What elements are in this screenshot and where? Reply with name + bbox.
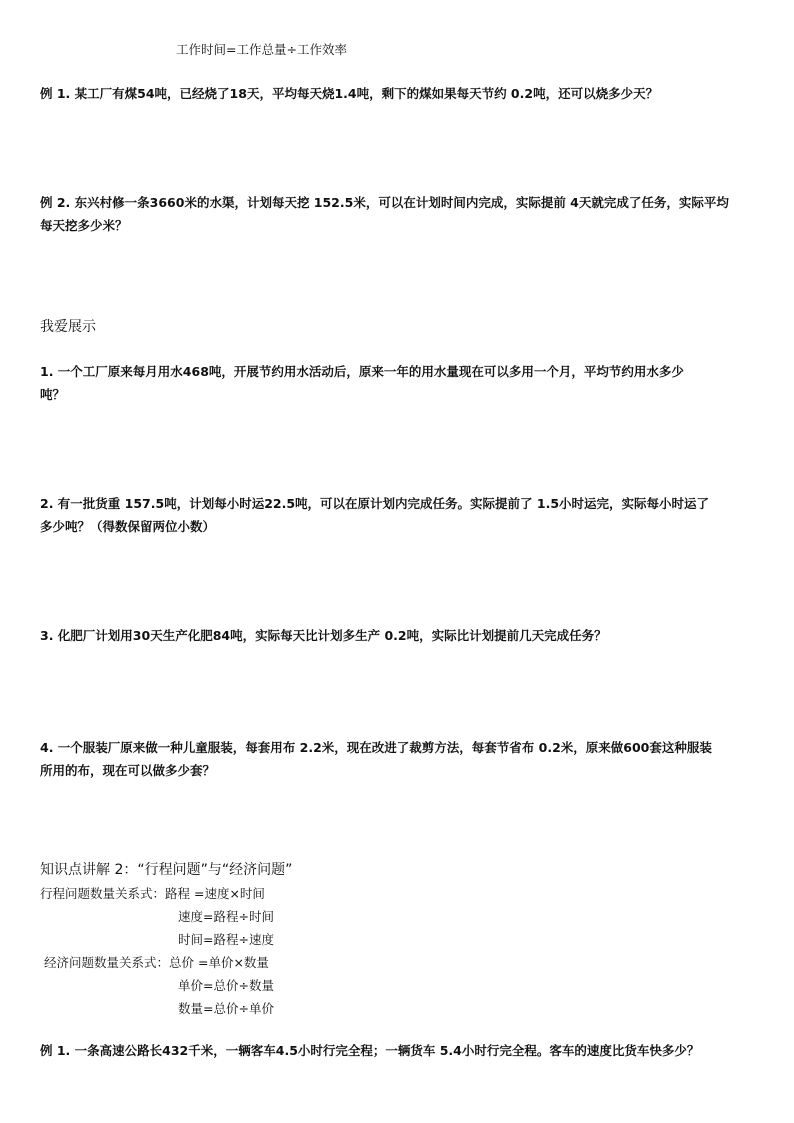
economy-formula-1: 经济问题数量关系式：总价 =单价×数量 — [44, 955, 269, 970]
example-2-line1: 例 2. 东兴村修一条3660米的水渠，计划每天挖 152.5米，可以在计划时间内完成，实际提前 4天就完成了任务，实际平均 — [40, 195, 729, 210]
problem-4-line1: 4. 一个服装厂原来做一种儿童服装，每套用布 2.2米，现在改进了裁剪方法，每套节省布 0.2米，原来做600套这种服装 — [40, 740, 712, 755]
travel-example-1: 例 1. 一条高速公路长432千米，一辆客车4.5小时行完全程；一辆货车 5.4小时行完全程。客车的速度比货车快多少？ — [40, 1043, 700, 1058]
knowledge-2-title: 知识点讲解 2：“行程问题”与“经济问题” — [40, 862, 293, 878]
problem-4-line2: 所用的布，现在可以做多少套？ — [40, 763, 216, 778]
problem-2-line2: 多少吨？（得数保留两位小数） — [40, 519, 216, 534]
section-show: 我爱展示 — [40, 319, 96, 335]
travel-formula-3: 时间=路程÷速度 — [178, 932, 274, 947]
example-1: 例 1. 某工厂有煤54吨，已经烧了18天，平均每天烧1.4吨，剩下的煤如果每天节约 0.2吨，还可以烧多少天？ — [40, 86, 659, 101]
problem-1-line1: 1. 一个工厂原来每月用水468吨，开展节约用水活动后，原来一年的用水量现在可以多用一个月，平均节约用水多少 — [40, 364, 684, 379]
economy-formula-2: 单价=总价÷数量 — [178, 978, 274, 993]
travel-formula-1: 行程问题数量关系式：路程 =速度×时间 — [40, 886, 265, 901]
economy-formula-3: 数量=总价÷单价 — [178, 1001, 274, 1016]
problem-2-line1: 2. 有一批货重 157.5吨，计划每小时运22.5吨，可以在原计划内完成任务。实际提前了 1.5小时运完，实际每小时运了 — [40, 496, 710, 511]
problem-3: 3. 化肥厂计划用30天生产化肥84吨，实际每天比计划多生产 0.2吨，实际比计划提前几天完成任务？ — [40, 628, 607, 643]
example-2-line2: 每天挖多少米？ — [40, 218, 128, 233]
travel-formula-2: 速度=路程÷时间 — [178, 909, 274, 924]
problem-1-line2: 吨？ — [40, 387, 66, 402]
formula-work-time: 工作时间=工作总量÷工作效率 — [176, 42, 347, 57]
